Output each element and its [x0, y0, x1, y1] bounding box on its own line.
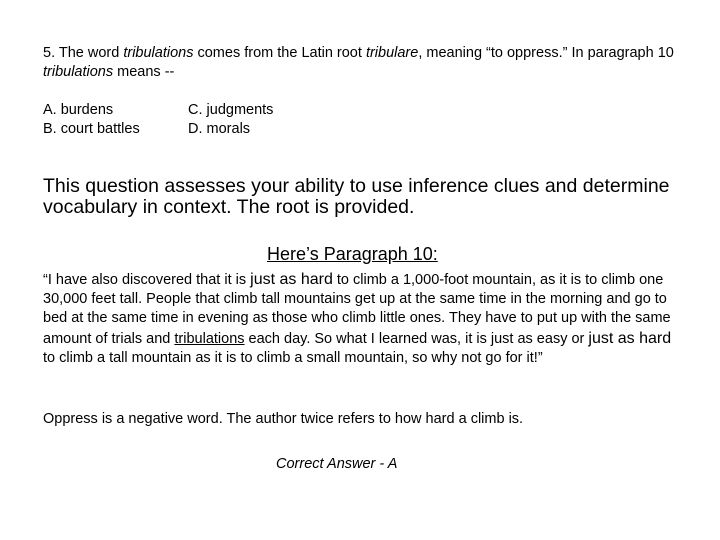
question-suffix: means -- [113, 64, 175, 80]
emphasis-just-as-hard-1: just as hard [250, 271, 333, 288]
options-row-1 [43, 101, 343, 120]
paragraph-part-4: to climb a tall mountain as it is to climb a small mountain, so why not go for it!” [43, 349, 543, 366]
correct-answer: Correct Answer - A [276, 456, 398, 472]
keyword-tribulations: tribulations [174, 330, 245, 347]
question-text [43, 44, 683, 82]
paragraph-heading: Here’s Paragraph 10: [267, 244, 438, 264]
option-a: A. burdens [43, 102, 114, 118]
option-b: B. court battles [43, 121, 140, 137]
question-root: tribulare [365, 45, 419, 61]
paragraph-part-2: to climb a 1,000-foot mountain, as it is to climb one 30,000 feet tall. People that climb tall mountains get up at the same time in the morning and go to bed at the same time in evening as those who climb little ones. They have to put up with the same amount of trials and [43, 272, 671, 347]
paragraph-part-3: each day. So what I learned was, it is just as easy or [244, 330, 589, 347]
question-mid2: , meaning “to oppress.” In paragraph 10 [418, 45, 674, 61]
explanation-note: Oppress is a negative word. The author twice refers to how hard a climb is. [43, 411, 524, 427]
option-c: C. judgments [188, 102, 274, 118]
question-term: tribulations [123, 45, 194, 61]
question-prefix: 5. The word [43, 45, 124, 61]
answer-options [43, 101, 343, 139]
options-row-2 [43, 120, 343, 139]
option-d: D. morals [188, 121, 251, 137]
question-term2: tribulations [43, 64, 114, 80]
paragraph-part-1: “I have also discovered that it is [43, 272, 251, 288]
assessment-text: This question assesses your ability to use inference clues and determine vocabulary in context. The root is provided. [43, 175, 670, 218]
question-mid1: comes from the Latin root [193, 45, 366, 61]
emphasis-just-as-hard-2: just as hard [588, 329, 672, 347]
paragraph-10 [43, 270, 683, 368]
